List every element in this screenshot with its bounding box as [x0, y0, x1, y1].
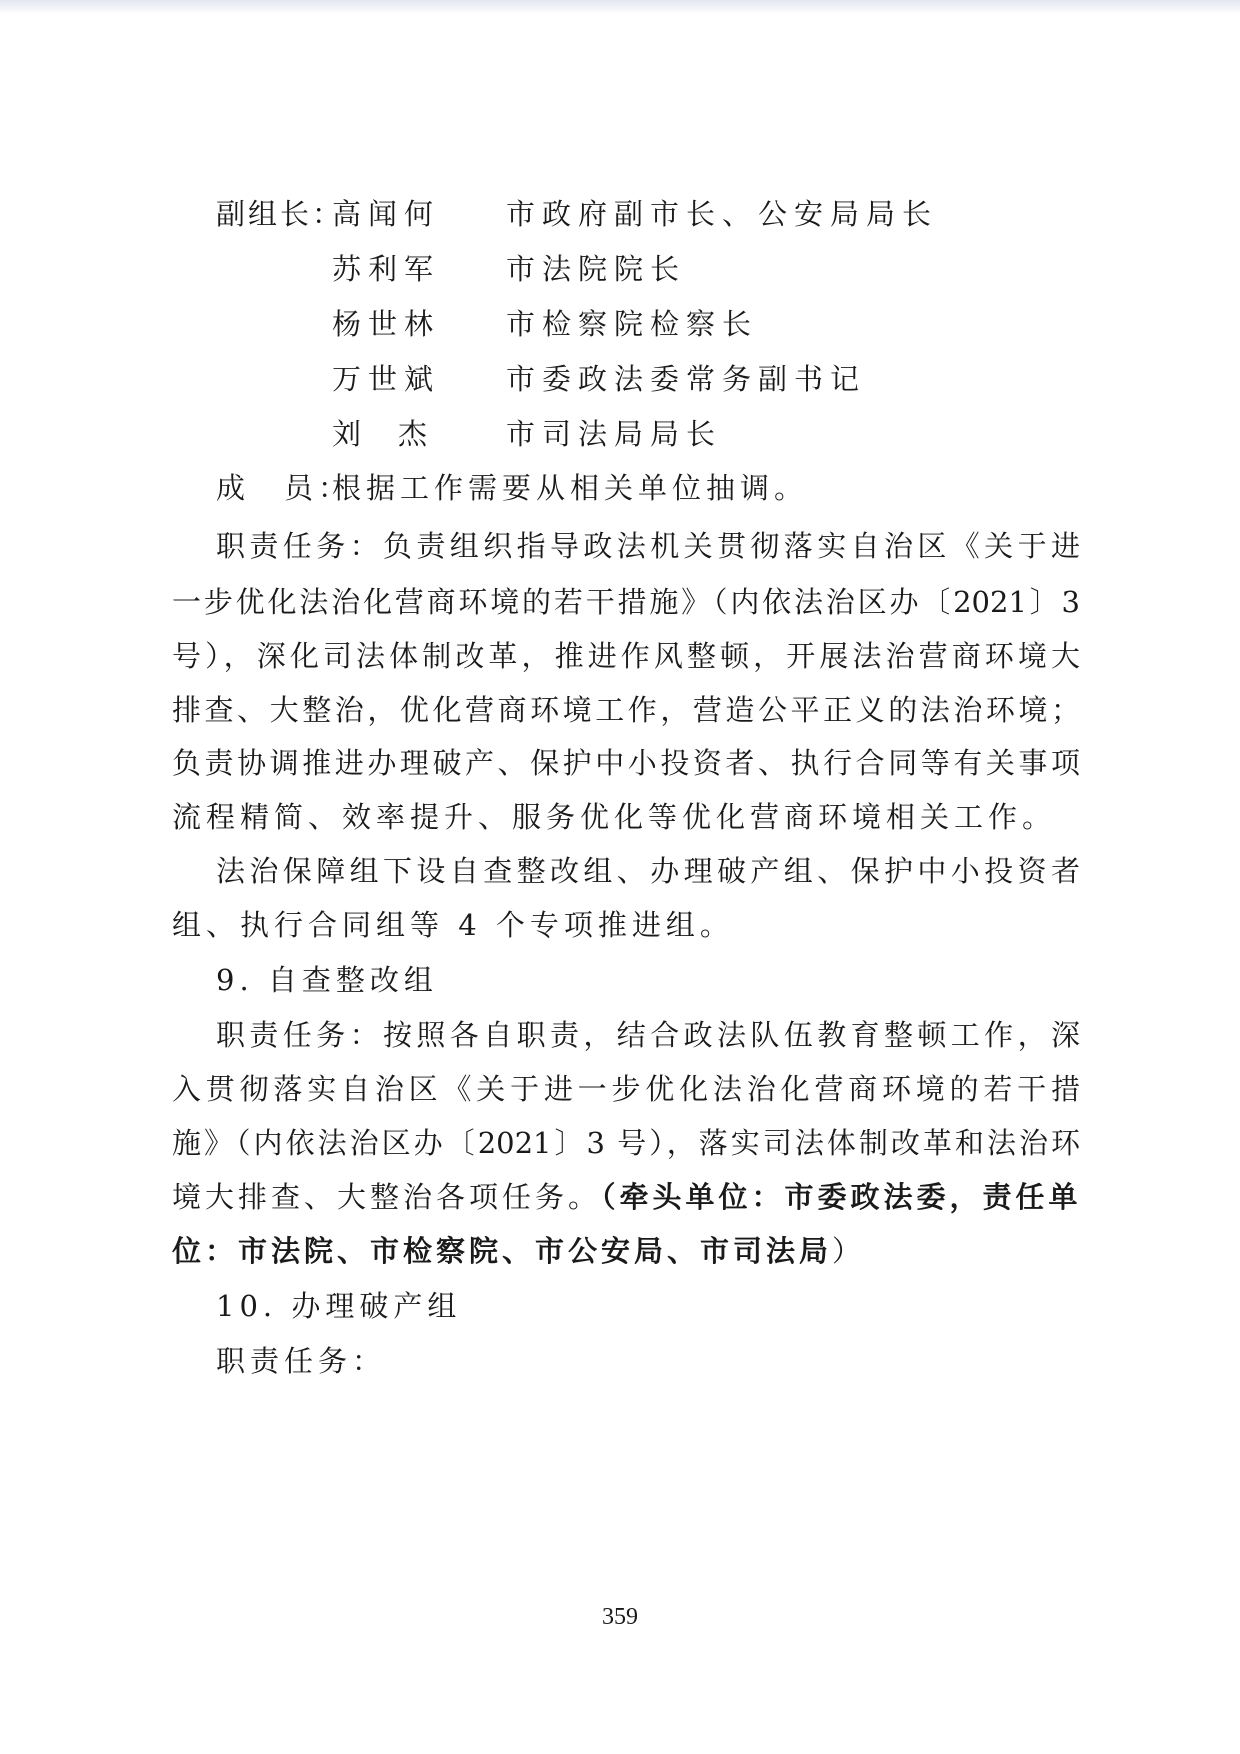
leader-title: 市委政法委常务副书记	[506, 362, 867, 396]
members-label: 成 员：	[216, 471, 353, 505]
paragraph-line: 法治保障组下设自查整改组、办理破产组、保护中小投资者	[216, 854, 1080, 888]
leader-name: 刘 杰	[332, 417, 432, 451]
paragraph-line: 排查、大整治，优化营商环境工作，营造公平正义的法治环境；	[172, 693, 1080, 727]
paragraph-line: 号），深化司法体制改革，推进作风整顿，开展法治营商环境大	[172, 639, 1080, 673]
members-text: 根据工作需要从相关单位抽调。	[332, 471, 809, 505]
leader-name: 万世斌	[332, 362, 441, 396]
leader-role-label: 副组长：	[216, 197, 345, 231]
lead-unit-text: （牵头单位：市委政法委，责任单	[601, 1180, 1082, 1214]
section-10-heading: 10. 办理破产组	[216, 1289, 462, 1323]
paragraph-line: 一步优化法治化营商环境的若干措施》（内依法治区办〔2021〕3	[172, 585, 1080, 619]
leader-name: 苏利军	[332, 252, 441, 286]
responsible-units-text: 位：市法院、市检察院、市公安局、市司法局	[172, 1234, 833, 1268]
plain-text: 境大排查、大整治各项任务。	[172, 1180, 602, 1214]
paragraph-line: 施》（内依法治区办〔2021〕3 号），落实司法体制改革和法治环	[172, 1126, 1080, 1160]
paragraph-line: 职责任务：负责组织指导政法机关贯彻落实自治区《关于进	[216, 529, 1080, 563]
leader-name: 高闻何	[332, 197, 441, 231]
section-10-duty-label: 职责任务：	[216, 1344, 387, 1378]
section-9-heading: 9. 自查整改组	[216, 963, 438, 997]
leader-title: 市检察院检察长	[506, 307, 759, 341]
paragraph-line: 组、执行合同组等 4 个专项推进组。	[172, 908, 734, 942]
leader-title: 市政府副市长、公安局局长	[506, 197, 939, 231]
paragraph-line: 负责协调推进办理破产、保护中小投资者、执行合同等有关事项	[172, 746, 1080, 780]
leader-title: 市司法局局长	[506, 417, 723, 451]
page-number: 359	[602, 1604, 638, 1630]
paragraph-line: 职责任务：按照各自职责，结合政法队伍教育整顿工作，深	[216, 1018, 1080, 1052]
paragraph-line	[172, 1177, 1082, 1217]
paragraph-line: 位：市法院、市检察院、市公安局、市司法局）	[172, 1234, 866, 1268]
paragraph-line: 流程精简、效率提升、服务优化等优化营商环境相关工作。	[172, 800, 1057, 834]
paragraph-line: 入贯彻落实自治区《关于进一步优化法治化营商环境的若干措	[172, 1072, 1080, 1106]
scan-edge	[0, 0, 1240, 14]
leader-name: 杨世林	[332, 307, 441, 341]
leader-title: 市法院院长	[506, 252, 687, 286]
